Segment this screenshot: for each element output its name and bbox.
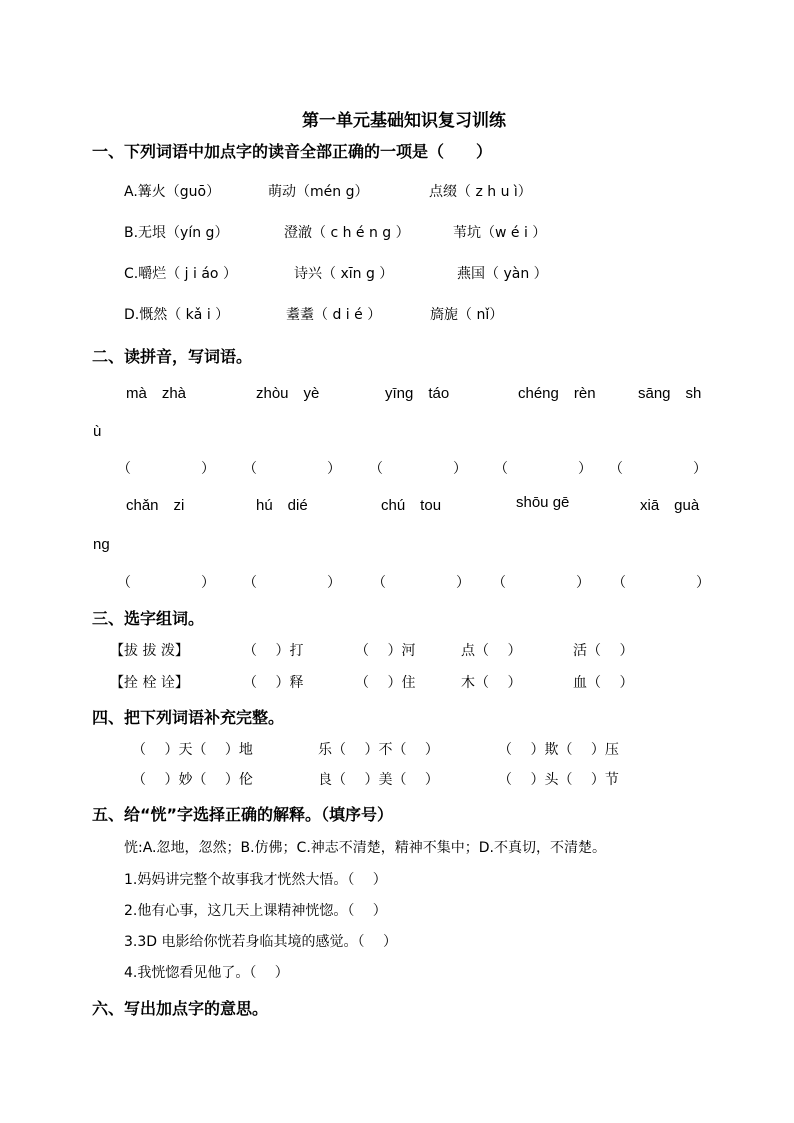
question-5-heading: 五、给“恍”字选择正确的解释。（填序号） — [92, 805, 394, 824]
q5-item[interactable]: 1.妈妈讲完整个故事我才恍然大悟。（ ） — [124, 872, 387, 888]
question-2-heading: 二、读拼音，写词语。 — [92, 347, 253, 366]
q1-option-b-3: 苇坑（w é i ） — [453, 225, 547, 241]
q3-blank[interactable]: 点（ ） — [461, 643, 522, 659]
answer-blank[interactable]: （ ） — [117, 461, 215, 477]
q5-item[interactable]: 4.我恍惚看见他了。（ ） — [124, 965, 289, 981]
q3-blank[interactable]: （ ）河 — [355, 643, 416, 659]
q4-idiom[interactable]: （ ）天（ ）地 — [132, 742, 253, 758]
q5-item[interactable]: 2.他有心事，这几天上课精神恍惚。（ ） — [124, 903, 387, 919]
q4-idiom[interactable]: （ ）头（ ）节 — [498, 772, 619, 788]
q4-idiom[interactable]: （ ）欺（ ）压 — [498, 742, 619, 758]
answer-blank[interactable]: （ ） — [243, 461, 341, 477]
q3-blank[interactable]: （ ）打 — [243, 643, 304, 659]
q1-option-a-1: A.篝火（guō） — [124, 184, 221, 200]
question-4-heading: 四、把下列词语补充完整。 — [92, 708, 285, 727]
q4-idiom[interactable]: 良（ ）美（ ） — [318, 772, 439, 788]
pinyin-3: yīng táo — [385, 385, 450, 402]
q3-char-group: 【拴 栓 诠】 — [110, 675, 189, 691]
pinyin-1: mà zhà — [126, 385, 187, 402]
answer-blank[interactable]: （ ） — [369, 461, 467, 477]
q4-idiom[interactable]: 乐（ ）不（ ） — [318, 742, 439, 758]
pinyin-7: hú dié — [256, 497, 308, 514]
q1-option-d-2: 耋耋（ d i é ） — [286, 307, 382, 323]
q1-option-c-2: 诗兴（ xīn g ） — [294, 266, 394, 282]
question-3-heading: 三、选字组词。 — [92, 609, 205, 628]
pinyin-8: chú tou — [381, 497, 442, 514]
answer-blank[interactable]: （ ） — [492, 575, 590, 591]
pinyin-10-wrap: ng — [93, 536, 110, 553]
q1-option-d-1: D.慨然（ kǎ i ） — [124, 307, 230, 323]
answer-blank[interactable]: （ ） — [494, 461, 592, 477]
pinyin-5-wrap: ù — [93, 423, 102, 440]
answer-blank[interactable]: （ ） — [243, 575, 341, 591]
q1-option-d-3: 旖旎（ nǐ） — [430, 307, 504, 323]
pinyin-5: sāng sh — [638, 385, 702, 402]
q1-option-a-2: 萌动（mén g） — [268, 184, 369, 200]
q4-idiom[interactable]: （ ）妙（ ）伦 — [132, 772, 253, 788]
q3-blank[interactable]: （ ）住 — [355, 675, 416, 691]
q3-blank[interactable]: （ ）释 — [243, 675, 304, 691]
answer-blank[interactable]: （ ） — [609, 461, 707, 477]
q5-item[interactable]: 3.3D 电影给你恍若身临其境的感觉。（ ） — [124, 934, 397, 950]
pinyin-2: zhòu yè — [256, 385, 320, 402]
q1-option-c-3: 燕国（ yàn ） — [457, 266, 548, 282]
q3-blank[interactable]: 血（ ） — [573, 675, 634, 691]
pinyin-9: shōu gē — [516, 494, 570, 511]
page-title: 第一单元基础知识复习训练 — [302, 111, 506, 131]
pinyin-4: chéng rèn — [518, 385, 596, 402]
q1-option-b-1: B.无垠（yín g） — [124, 225, 229, 241]
q1-option-c-1: C.嚼烂（ j i áo ） — [124, 266, 237, 282]
q3-blank[interactable]: 木（ ） — [461, 675, 522, 691]
q3-blank[interactable]: 活（ ） — [573, 643, 634, 659]
answer-blank[interactable]: （ ） — [117, 575, 215, 591]
answer-blank[interactable]: （ ） — [612, 575, 710, 591]
q1-option-a-3: 点缀（ z h u ì） — [429, 184, 532, 200]
question-1-heading: 一、下列词语中加点字的读音全部正确的一项是（ ） — [92, 142, 493, 161]
pinyin-10: xiā guà — [640, 497, 700, 514]
q1-option-b-2: 澄澈（ c h é n g ） — [284, 225, 410, 241]
answer-blank[interactable]: （ ） — [372, 575, 470, 591]
q3-char-group: 【拔 拔 泼】 — [110, 643, 189, 659]
q5-definition: 恍:A.忽地，忽然；B.仿佛；C.神志不清楚，精神不集中；D.不真切，不清楚。 — [124, 840, 607, 856]
pinyin-6: chǎn zi — [126, 497, 185, 514]
question-6-heading: 六、写出加点字的意思。 — [92, 999, 269, 1018]
